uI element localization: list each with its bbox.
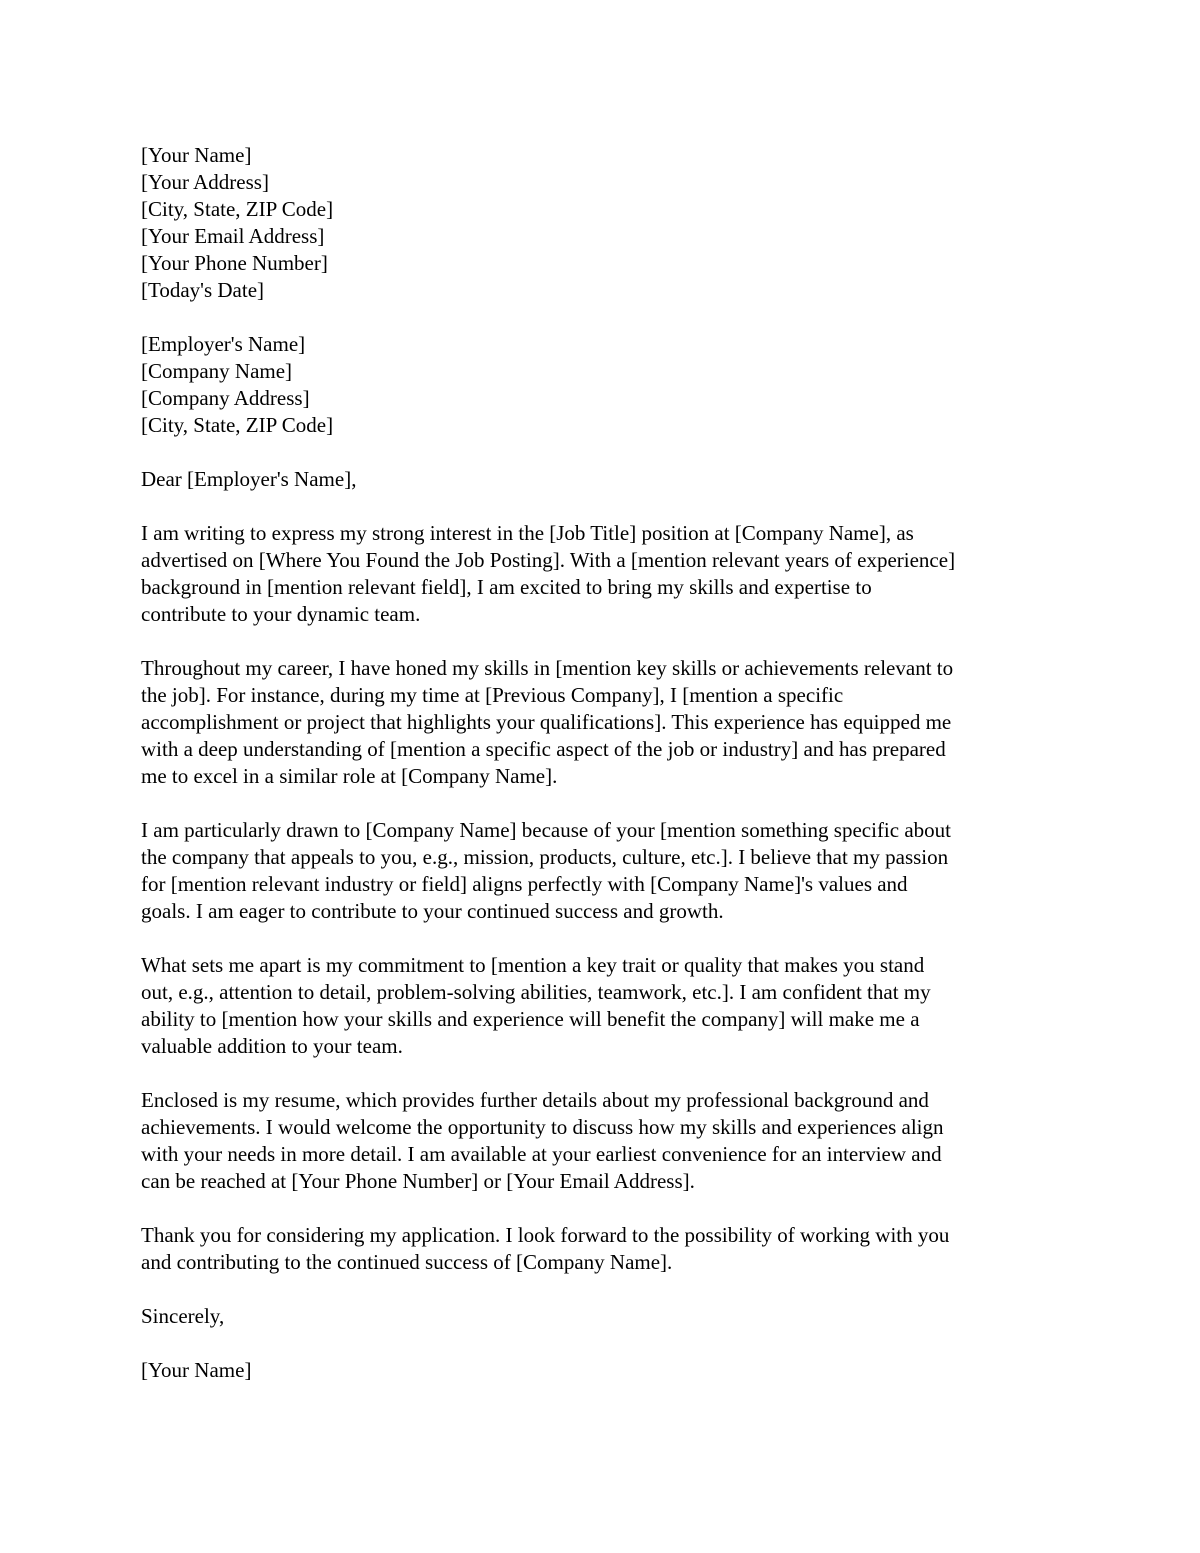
paragraph-line: contribute to your dynamic team. [141,602,421,626]
body-paragraph [141,655,1061,790]
signature-name: [Your Name] [141,1358,252,1382]
sender-name: [Your Name] [141,143,252,167]
paragraph-line: with a deep understanding of [mention a specific aspect of the job or industry] and has prepared [141,737,946,761]
paragraph-line: valuable addition to your team. [141,1034,403,1058]
body-paragraph [141,1222,1061,1276]
paragraph-line: achievements. I would welcome the opportunity to discuss how my skills and experiences align [141,1115,944,1139]
closing [141,1303,1061,1330]
sender-address: [Your Address] [141,170,269,194]
paragraph-line: Throughout my career, I have honed my skills in [mention key skills or achievements relevant to [141,656,954,680]
body-paragraph [141,1087,1061,1195]
paragraph-line: background in [mention relevant field], I am excited to bring my skills and expertise to [141,575,872,599]
paragraph-line: and contributing to the continued success of [Company Name]. [141,1250,673,1274]
recipient-block [141,331,1061,439]
body-paragraph [141,520,1061,628]
paragraph-line: Thank you for considering my application. I look forward to the possibility of working with you [141,1223,950,1247]
employer-name: [Employer's Name] [141,332,306,356]
company-address: [Company Address] [141,386,310,410]
paragraph-line: goals. I am eager to contribute to your continued success and growth. [141,899,724,923]
paragraph-line: I am particularly drawn to [Company Name] because of your [mention something specific about [141,818,951,842]
paragraph-line: accomplishment or project that highlights your qualifications]. This experience has equipped me [141,710,952,734]
paragraph-line: out, e.g., attention to detail, problem-solving abilities, teamwork, etc.]. I am confident that my [141,980,931,1004]
paragraph-line: What sets me apart is my commitment to [mention a key trait or quality that makes you stand [141,953,925,977]
letter-body [141,520,1061,1276]
paragraph-line: can be reached at [Your Phone Number] or [Your Email Address]. [141,1169,695,1193]
letter-date: [Today's Date] [141,278,265,302]
cover-letter [141,142,1061,1411]
paragraph-line: the company that appeals to you, e.g., mission, products, culture, etc.]. I believe that my passion [141,845,949,869]
sender-block [141,142,1061,304]
paragraph-line: I am writing to express my strong interest in the [Job Title] position at [Company Name], as [141,521,914,545]
paragraph-line: advertised on [Where You Found the Job Posting]. With a [mention relevant years of experience] [141,548,956,572]
signature [141,1357,1061,1384]
closing-text: Sincerely, [141,1304,225,1328]
body-paragraph [141,817,1061,925]
body-paragraph [141,952,1061,1060]
salutation-text: Dear [Employer's Name], [141,467,357,491]
recipient-city-state-zip: [City, State, ZIP Code] [141,413,334,437]
sender-phone: [Your Phone Number] [141,251,328,275]
paragraph-line: the job]. For instance, during my time at [Previous Company], I [mention a specific [141,683,844,707]
company-name: [Company Name] [141,359,293,383]
sender-email: [Your Email Address] [141,224,325,248]
paragraph-line: for [mention relevant industry or field] aligns perfectly with [Company Name]'s values and [141,872,908,896]
paragraph-line: ability to [mention how your skills and experience will benefit the company] will make me a [141,1007,920,1031]
sender-city-state-zip: [City, State, ZIP Code] [141,197,334,221]
salutation [141,466,1061,493]
paragraph-line: Enclosed is my resume, which provides further details about my professional background and [141,1088,929,1112]
paragraph-line: me to excel in a similar role at [Company Name]. [141,764,558,788]
paragraph-line: with your needs in more detail. I am available at your earliest convenience for an interview and [141,1142,942,1166]
